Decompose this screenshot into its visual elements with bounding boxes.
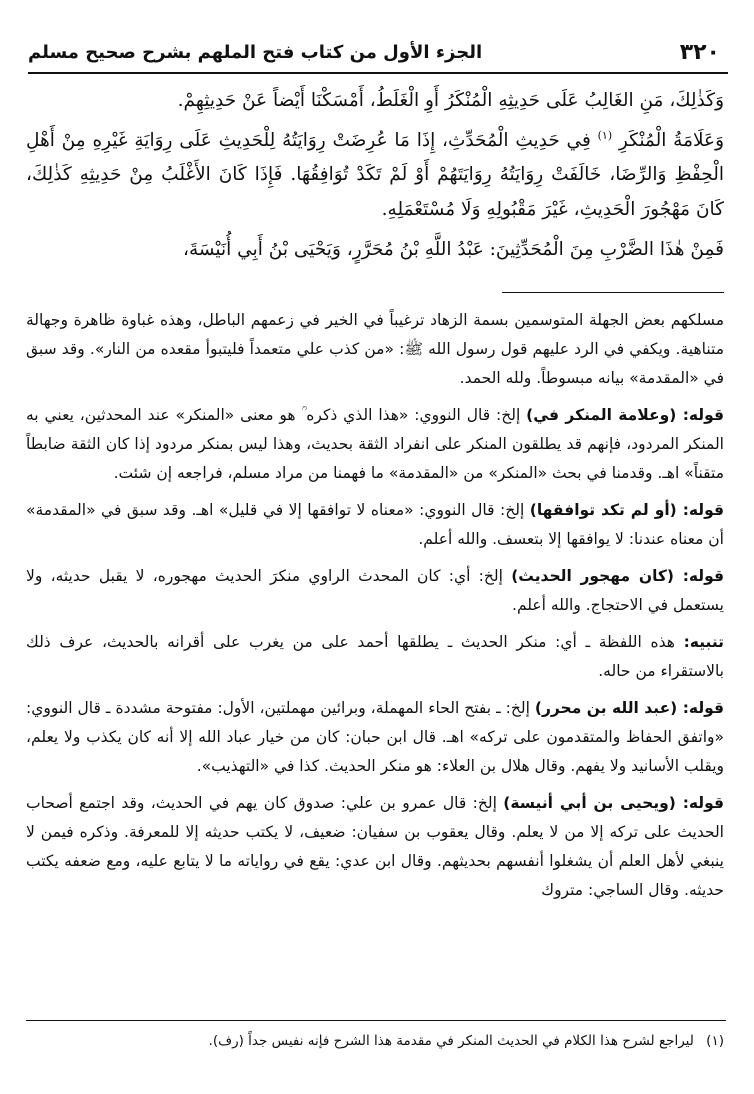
commentary-label: قوله: (كان مهجور الحديث): [511, 567, 724, 585]
commentary-separator: [502, 292, 724, 293]
main-paragraph-1: وَكَذٰلِكَ، مَنِ الغَالِبُ عَلَى حَدِيثِهِ الْمُنْكَرُ أَوِ الْغَلَطُ، أَمْسَكْنَا أَيْضاً عَنْ حَدِيثِهِمْ.: [177, 90, 724, 111]
commentary-text: هذه اللفظة ـ أي: منكر الحديث ـ يطلقها أحمد على من يغرب على أقرانه بالحديث، عرف ذلك بالاستقراء من حاله.: [26, 633, 724, 680]
footnote-number: (١): [706, 1033, 724, 1049]
commentary-label: قوله: (أو لم تكد توافقها): [529, 501, 724, 519]
commentary-text: إلخ: أي: كان المحدث الراوي منكرَ الحديث مهجوره، لا يقبل حديثه، ولا يستعمل في الاحتجاج. والله أعلم.: [26, 567, 724, 614]
footnote-text: ليراجع لشرح هذا الكلام في الحديث المنكر في مقدمة هذا الشرح فإنه نفيس جداً (رف).: [208, 1033, 694, 1049]
commentary-label: تنبيه:: [683, 633, 724, 651]
running-title: الجزء الأول من كتاب فتح الملهم بشرح صحيح مسلم: [28, 42, 483, 63]
commentary-text: إلخ: ـ بفتح الحاء المهملة، وبرائين مهملتين، الأول: مفتوحة مشددة ـ قال النووي: «واتفق الحفاظ والمتقدمون على تركه» اهـ. قال ابن حبان: كان من خيار عباد الله إلا أنه كان يكذب ولا يعلم، ويقلب الأسانيد ولا يفهم. وقال هلال بن العلاء: هو منكر الحديث. كذا في «التهذيب».: [26, 699, 724, 775]
commentary-paragraph: [26, 562, 724, 620]
main-text: [26, 84, 724, 268]
commentary-text: إلخ: قال عمرو بن علي: صدوق كان يهم في الحديث، وقد اجتمع أصحاب الحديث على تركه إلا من لا يعلم. وقال يعقوب بن سفيان: ضعيف، لا يكتب حديثه إلا للمعرفة. وذكره فيمن لا ينبغي لأهل العلم أن يشغلوا أنفسهم بحديثهم. وقال ابن عدي: يقع في رواياته ما لا يتابع عليه، ومع ضعفه يكتب حديثه. وقال الساجي: متروك: [26, 794, 724, 899]
footnote-reference: (١): [597, 128, 613, 142]
commentary-paragraph: [26, 306, 724, 393]
main-paragraph-2-start: وَعَلَامَةُ الْمُنْكَرِ: [618, 129, 724, 151]
commentary-paragraph: [26, 789, 724, 905]
page-header: [28, 40, 724, 72]
footnote: [26, 1030, 724, 1052]
commentary-paragraph: [26, 401, 724, 488]
commentary: [26, 306, 724, 913]
commentary-paragraph: [26, 694, 724, 781]
footnote-rule: [26, 1020, 726, 1021]
commentary-label: قوله: (عبد الله بن محرر): [534, 699, 725, 717]
commentary-label: قوله: (وعلامة المنكر في): [526, 406, 724, 424]
header-rule: [28, 72, 728, 74]
main-paragraph-2-rest: فِي حَدِيثِ الْمُحَدِّثِ، إِذَا مَا عُرِضَتْ رِوَايَتُهُ لِلْحَدِيثِ عَلَى رِوَايَةِ غَيْرِهِ مِنْ أَهْلِ الْحِفْظِ وَالرِّضَا، خَالَفَتْ رِوَايَتُهُ رِوَايَتَهُمْ أَوْ لَمْ تَكَدْ تُوَافِقُهَا. فَإِذَا كَانَ الأَغْلَبُ مِنْ حَدِيثِهِ كَذٰلِكَ، كَانَ مَهْجُورَ الْحَدِيثِ، غَيْرَ مَقْبُولِهِ وَلَا مُسْتَعْمَلِهِ.: [26, 129, 724, 220]
commentary-text: إلخ: قال النووي: «معناه لا توافقها إلا في قليل» اهـ. وقد سبق في «المقدمة» أن معناه عندنا: لا يوافقها إلا بتعسف. والله أعلم.: [26, 501, 724, 548]
commentary-text: مسلكهم بعض الجهلة المتوسمين بسمة الزهاد ترغيباً في الخير في زعمهم الباطل، وهذه غباوة ظاهرة وجهالة متناهية. ويكفي في الرد عليهم قول رسول الله ﷺ: «من كذب علي متعمداً فليتبوأ مقعده من النار». وقد سبق في «المقدمة» بيانه مبسوطاً. ولله الحمد.: [26, 311, 724, 387]
main-paragraph-2: [26, 119, 724, 228]
commentary-text: إلخ: قال النووي: «هذا الذي ذكره ؒ هو معنى «المنكر» عند المحدثين، يعني به المنكر المردود، فإنهم قد يطلقون المنكر على انفراد الثقة بحديث، وهذا ليس بمنكر مردود إذا كان الثقة ضابطاً متقناً» اهـ. وقدمنا في بحث «المنكر» من «المقدمة» ما فهمنا من مراد مسلم، فراجعه إن شئت.: [26, 406, 724, 482]
commentary-paragraph: [26, 496, 724, 554]
commentary-label: قوله: (ويحيى بن أبي أنيسة): [503, 794, 724, 812]
main-paragraph-3: فَمِنْ هٰذَا الضَّرْبِ مِنَ الْمُحَدِّثِينَ: عَبْدُ اللَّهِ بْنُ مُحَرَّرٍ، وَيَحْيَى بْنُ أَبِي أُنَيْسَةَ،: [183, 239, 724, 261]
commentary-paragraph: [26, 628, 724, 686]
page-number: ٣٢٠: [679, 40, 720, 65]
